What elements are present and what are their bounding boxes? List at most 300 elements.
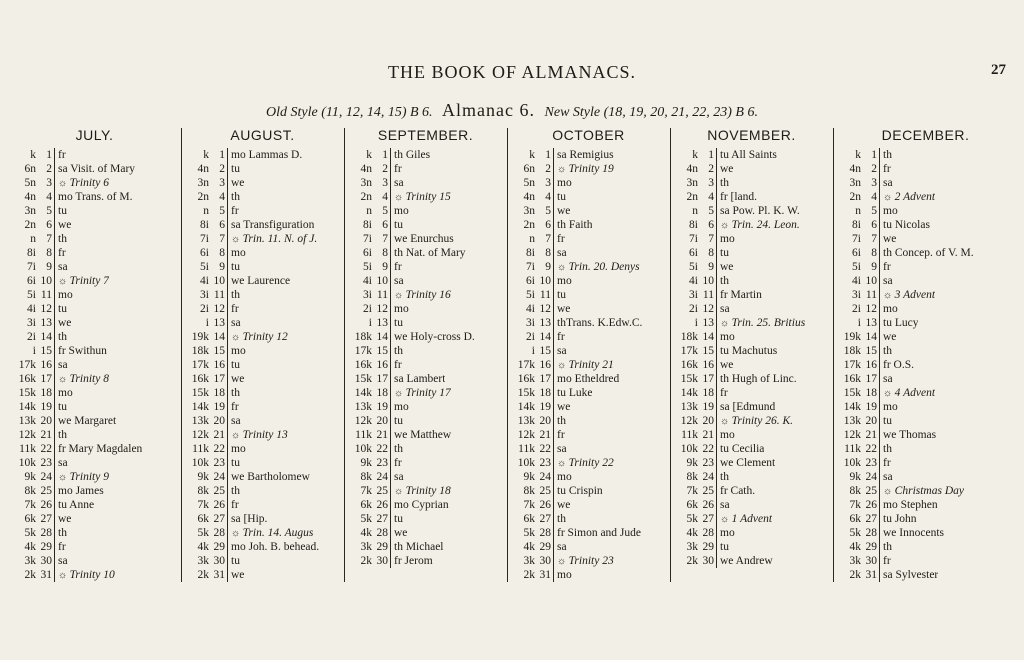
day-entry: tu Nicolas (883, 219, 930, 231)
day-number: 8 (211, 246, 228, 260)
day-entry: th (557, 513, 566, 525)
day-row (833, 386, 1018, 400)
day-number: 26 (211, 498, 228, 512)
day-entry: tu (231, 359, 240, 371)
dominical-letter: 16k (843, 373, 861, 385)
day-row (507, 274, 670, 288)
dominical-letter: 17k (354, 345, 372, 357)
day-number: 5 (700, 204, 717, 218)
day-row (507, 148, 670, 162)
day-number: 6 (211, 218, 228, 232)
day-number: 20 (537, 414, 554, 428)
day-entry: th Nat. of Mary (394, 247, 466, 259)
day-row (833, 484, 1018, 498)
day-row (670, 232, 833, 246)
day-entry: th (58, 429, 67, 441)
dominical-letter: 5k (24, 527, 36, 539)
day-row (507, 176, 670, 190)
day-row (344, 512, 507, 526)
day-entry: sa (883, 373, 893, 385)
day-row (181, 456, 344, 470)
dominical-letter: 6n (523, 163, 535, 175)
dominical-letter: 6n (24, 163, 36, 175)
dominical-letter: 14k (191, 401, 209, 413)
day-number: 3 (374, 176, 391, 190)
dominical-letter: 8k (197, 485, 209, 497)
dominical-letter: 5i (363, 261, 372, 273)
day-entry: th (394, 443, 403, 455)
day-entry: tu (720, 247, 729, 259)
day-entry: th Giles (394, 149, 431, 161)
dominical-letter: 6i (200, 247, 209, 259)
day-entry: mo (58, 387, 73, 399)
day-entry: tu (720, 541, 729, 553)
dominical-letter: 13k (191, 415, 209, 427)
day-row (8, 148, 181, 162)
day-number: 18 (863, 386, 880, 400)
day-row (344, 540, 507, 554)
dominical-letter: 6k (360, 499, 372, 511)
day-row (507, 190, 670, 204)
day-entry: mo (231, 247, 246, 259)
day-row (833, 176, 1018, 190)
month-heading: DECEMBER. (881, 127, 970, 143)
day-number: 5 (211, 204, 228, 218)
day-number: 18 (374, 386, 391, 400)
day-row (8, 386, 181, 400)
day-row (833, 288, 1018, 302)
day-row (833, 456, 1018, 470)
day-number: 14 (700, 330, 717, 344)
day-number: 8 (700, 246, 717, 260)
day-row (507, 512, 670, 526)
day-number: 10 (700, 274, 717, 288)
day-row (344, 176, 507, 190)
day-row (8, 456, 181, 470)
day-entry: mo (557, 177, 572, 189)
dominical-letter: 2i (363, 303, 372, 315)
day-number: 25 (374, 484, 391, 498)
day-entry: th Michael (394, 541, 444, 553)
day-entry: fr (231, 499, 239, 511)
day-entry: tu Luke (557, 387, 593, 399)
dominical-letter: 17k (843, 359, 861, 371)
day-entry: ☼ 2 Advent (880, 190, 935, 204)
dominical-letter: k (30, 149, 36, 161)
day-row (181, 148, 344, 162)
dominical-letter: i (368, 317, 372, 329)
day-number: 15 (537, 344, 554, 358)
day-entry: mo (720, 233, 735, 245)
dominical-letter: 9k (24, 471, 36, 483)
day-entry: th (557, 415, 566, 427)
dominical-letter: 7i (200, 233, 209, 245)
dominical-letter: 7k (360, 485, 372, 497)
dominical-letter: 2k (523, 569, 535, 581)
day-number: 2 (211, 162, 228, 176)
day-number: 3 (863, 176, 880, 190)
day-row (507, 302, 670, 316)
month-heading: NOVEMBER. (707, 127, 796, 143)
dominical-letter: i (531, 345, 535, 357)
day-entry: tu (231, 457, 240, 469)
month-heading: AUGUST. (230, 127, 295, 143)
day-entry: mo (394, 401, 409, 413)
day-entry: we Andrew (720, 555, 773, 567)
dominical-letter: 8k (849, 485, 861, 497)
day-entry: tu (557, 289, 566, 301)
day-entry: th (231, 289, 240, 301)
day-list (833, 148, 1018, 582)
day-number: 19 (374, 400, 391, 414)
dominical-letter: 16k (680, 359, 698, 371)
dominical-letter: 13k (354, 401, 372, 413)
dominical-letter: 3i (689, 289, 698, 301)
day-entry: ☼ Trinity 15 (391, 190, 451, 204)
day-number: 10 (863, 274, 880, 288)
dominical-letter: 7k (197, 499, 209, 511)
dominical-letter: 7i (27, 261, 36, 273)
dominical-letter: n (366, 205, 372, 217)
day-entry: sa Remigius (557, 149, 614, 161)
day-number: 15 (211, 344, 228, 358)
day-entry: mo (58, 289, 73, 301)
day-row (670, 246, 833, 260)
day-number: 23 (863, 456, 880, 470)
day-row (344, 274, 507, 288)
dominical-letter: 12k (517, 429, 535, 441)
day-number: 1 (863, 148, 880, 162)
day-number: 11 (863, 288, 880, 302)
day-entry: ☼ Trinity 17 (391, 386, 451, 400)
dominical-letter: 9k (849, 471, 861, 483)
dominical-letter: k (529, 149, 535, 161)
day-entry: ☼ Trinity 22 (554, 456, 614, 470)
day-entry: tu (58, 401, 67, 413)
dominical-letter: 5i (27, 289, 36, 301)
day-row (8, 218, 181, 232)
dominical-letter: 16k (354, 359, 372, 371)
dominical-letter: 11k (19, 443, 36, 455)
day-entry: ☼ 4 Advent (880, 386, 935, 400)
day-number: 22 (537, 442, 554, 456)
day-entry: ☼ Trin. 11. N. of J. (228, 232, 317, 246)
day-row (670, 414, 833, 428)
day-number: 17 (38, 372, 55, 386)
dominical-letter: 8i (526, 247, 535, 259)
day-row (507, 372, 670, 386)
day-entry: tu All Saints (720, 149, 777, 161)
dominical-letter: 14k (18, 401, 36, 413)
day-row (181, 316, 344, 330)
day-row (344, 330, 507, 344)
dominical-letter: 5i (689, 261, 698, 273)
dominical-letter: 2k (24, 569, 36, 581)
day-entry: we (58, 513, 72, 525)
day-list (507, 148, 670, 582)
day-row (181, 428, 344, 442)
day-row (670, 428, 833, 442)
day-number: 28 (38, 526, 55, 540)
day-row (181, 204, 344, 218)
day-row (181, 484, 344, 498)
day-list (670, 148, 833, 568)
day-entry: fr (394, 163, 402, 175)
day-entry: mo (883, 303, 898, 315)
day-entry: th (720, 177, 729, 189)
dominical-letter: 4n (197, 163, 209, 175)
day-number: 5 (374, 204, 391, 218)
day-number: 20 (374, 414, 391, 428)
day-number: 13 (211, 316, 228, 330)
day-number: 7 (863, 232, 880, 246)
day-number: 30 (211, 554, 228, 568)
day-number: 3 (38, 176, 55, 190)
day-entry: fr (883, 555, 891, 567)
day-number: 21 (38, 428, 55, 442)
day-entry: ☼ Trinity 21 (554, 358, 614, 372)
day-entry: fr Jerom (394, 555, 433, 567)
dominical-letter: 8i (27, 247, 36, 259)
day-row (8, 330, 181, 344)
day-entry: fr Swithun (58, 345, 107, 357)
day-row (670, 316, 833, 330)
day-row (344, 428, 507, 442)
dominical-letter: 14k (354, 387, 372, 399)
dominical-letter: 4k (24, 541, 36, 553)
dominical-letter: 4n (24, 191, 36, 203)
day-entry: ☼ 1 Advent (717, 512, 772, 526)
day-row (833, 218, 1018, 232)
day-row (344, 246, 507, 260)
day-entry: sa Lambert (394, 373, 446, 385)
day-row (8, 274, 181, 288)
day-entry: tu Machutus (720, 345, 778, 357)
day-entry: tu (394, 317, 403, 329)
day-row (181, 498, 344, 512)
dominical-letter: n (203, 205, 209, 217)
day-number: 8 (537, 246, 554, 260)
day-row (8, 260, 181, 274)
dominical-letter: 6i (852, 247, 861, 259)
day-number: 20 (38, 414, 55, 428)
dominical-letter: 6k (197, 513, 209, 525)
dominical-letter: 18k (354, 331, 372, 343)
day-row (8, 176, 181, 190)
dominical-letter: 14k (517, 401, 535, 413)
day-row (670, 442, 833, 456)
day-number: 31 (537, 568, 554, 582)
day-number: 29 (38, 540, 55, 554)
day-entry: fr (58, 541, 66, 553)
dominical-letter: 2k (849, 569, 861, 581)
day-entry: sa (231, 317, 241, 329)
day-number: 22 (211, 442, 228, 456)
day-entry: tu (231, 261, 240, 273)
day-row (344, 526, 507, 540)
day-number: 10 (537, 274, 554, 288)
dominical-letter: i (32, 345, 36, 357)
dominical-letter: 12k (191, 429, 209, 441)
day-entry: we (231, 569, 245, 581)
day-row (8, 540, 181, 554)
dominical-letter: 15k (354, 373, 372, 385)
day-number: 10 (38, 274, 55, 288)
day-entry: ☼ Trinity 16 (391, 288, 451, 302)
day-number: 10 (211, 274, 228, 288)
day-number: 23 (537, 456, 554, 470)
day-entry: we Thomas (883, 429, 937, 441)
dominical-letter: 5n (523, 177, 535, 189)
day-number: 16 (374, 358, 391, 372)
day-row (8, 512, 181, 526)
day-number: 27 (374, 512, 391, 526)
day-entry: fr Cath. (720, 485, 756, 497)
day-number: 16 (700, 358, 717, 372)
day-entry: sa (557, 345, 567, 357)
day-entry: sa Transfiguration (231, 219, 315, 231)
day-entry: fr (394, 359, 402, 371)
old-style-note: Old Style (11, 12, 14, 15) B 6. (266, 105, 433, 120)
day-number: 5 (537, 204, 554, 218)
dominical-letter: 17k (680, 345, 698, 357)
dominical-letter: 2n (686, 191, 698, 203)
day-list (344, 148, 507, 568)
dominical-letter: 8k (523, 485, 535, 497)
day-entry: tu (394, 219, 403, 231)
day-number: 6 (700, 218, 717, 232)
dominical-letter: 5k (360, 513, 372, 525)
dominical-letter: 5i (200, 261, 209, 273)
day-row (507, 260, 670, 274)
day-row (181, 526, 344, 540)
dominical-letter: 11k (844, 443, 861, 455)
dominical-letter: 4i (852, 275, 861, 287)
dominical-letter: 15k (517, 387, 535, 399)
day-entry: fr (231, 303, 239, 315)
day-row (8, 442, 181, 456)
day-entry: sa (557, 541, 567, 553)
dominical-letter: 10k (191, 457, 209, 469)
day-number: 20 (863, 414, 880, 428)
day-row (181, 302, 344, 316)
day-entry: we Enurchus (394, 233, 454, 245)
day-row (833, 162, 1018, 176)
dominical-letter: 15k (18, 387, 36, 399)
day-number: 15 (374, 344, 391, 358)
day-entry: ☼ Trinity 7 (55, 274, 109, 288)
day-row (344, 232, 507, 246)
dominical-letter: 6i (526, 275, 535, 287)
day-entry: sa Visit. of Mary (58, 163, 136, 175)
day-entry: fr (883, 163, 891, 175)
day-row (181, 190, 344, 204)
day-number: 25 (537, 484, 554, 498)
day-number: 4 (863, 190, 880, 204)
day-entry: th (883, 443, 892, 455)
day-number: 12 (374, 302, 391, 316)
dominical-letter: 4k (197, 541, 209, 553)
dominical-letter: 3k (24, 555, 36, 567)
dominical-letter: 6k (523, 513, 535, 525)
day-row (507, 428, 670, 442)
day-number: 26 (38, 498, 55, 512)
day-entry: we (557, 205, 571, 217)
dominical-letter: 16k (18, 373, 36, 385)
day-number: 7 (700, 232, 717, 246)
day-number: 2 (863, 162, 880, 176)
dominical-letter: 17k (18, 359, 36, 371)
dominical-letter: 4i (689, 275, 698, 287)
day-number: 23 (211, 456, 228, 470)
day-number: 12 (38, 302, 55, 316)
day-number: 29 (863, 540, 880, 554)
day-row (344, 400, 507, 414)
day-number: 12 (537, 302, 554, 316)
day-number: 12 (700, 302, 717, 316)
day-number: 2 (38, 162, 55, 176)
day-entry: sa (58, 261, 68, 273)
day-entry: we Bartholomew (231, 471, 310, 483)
day-row (181, 288, 344, 302)
day-number: 16 (211, 358, 228, 372)
dominical-letter: 3k (523, 555, 535, 567)
day-entry: tu (883, 415, 892, 427)
day-row (507, 204, 670, 218)
day-number: 1 (700, 148, 717, 162)
dominical-letter: 2k (686, 555, 698, 567)
day-entry: we Laurence (231, 275, 291, 287)
day-number: 30 (374, 554, 391, 568)
day-number: 26 (537, 498, 554, 512)
day-row (507, 218, 670, 232)
dominical-letter: 3k (686, 541, 698, 553)
day-number: 30 (700, 554, 717, 568)
day-number: 24 (374, 470, 391, 484)
day-entry: we Matthew (394, 429, 452, 441)
day-row (507, 456, 670, 470)
day-number: 15 (38, 344, 55, 358)
dominical-letter: 5i (852, 261, 861, 273)
day-entry: mo (231, 443, 246, 455)
day-row (833, 260, 1018, 274)
dominical-letter: k (692, 149, 698, 161)
dominical-letter: 11k (681, 429, 698, 441)
dominical-letter: 9k (360, 457, 372, 469)
day-number: 21 (211, 428, 228, 442)
day-entry: sa (720, 499, 730, 511)
day-entry: ☼ Trin. 20. Denys (554, 260, 640, 274)
day-entry: sa (883, 177, 893, 189)
day-number: 22 (374, 442, 391, 456)
day-number: 1 (211, 148, 228, 162)
running-head (0, 62, 1024, 86)
day-row (670, 400, 833, 414)
day-number: 25 (700, 484, 717, 498)
day-number: 13 (374, 316, 391, 330)
dominical-letter: 10k (517, 457, 535, 469)
day-number: 30 (863, 554, 880, 568)
day-number: 7 (537, 232, 554, 246)
day-row (670, 554, 833, 568)
day-number: 6 (537, 218, 554, 232)
day-row (181, 260, 344, 274)
day-row (181, 554, 344, 568)
day-entry: ☼ Trinity 12 (228, 330, 288, 344)
day-entry: sa [Hip. (231, 513, 268, 525)
day-entry: ☼ Trin. 24. Leon. (717, 218, 800, 232)
day-row (833, 470, 1018, 484)
